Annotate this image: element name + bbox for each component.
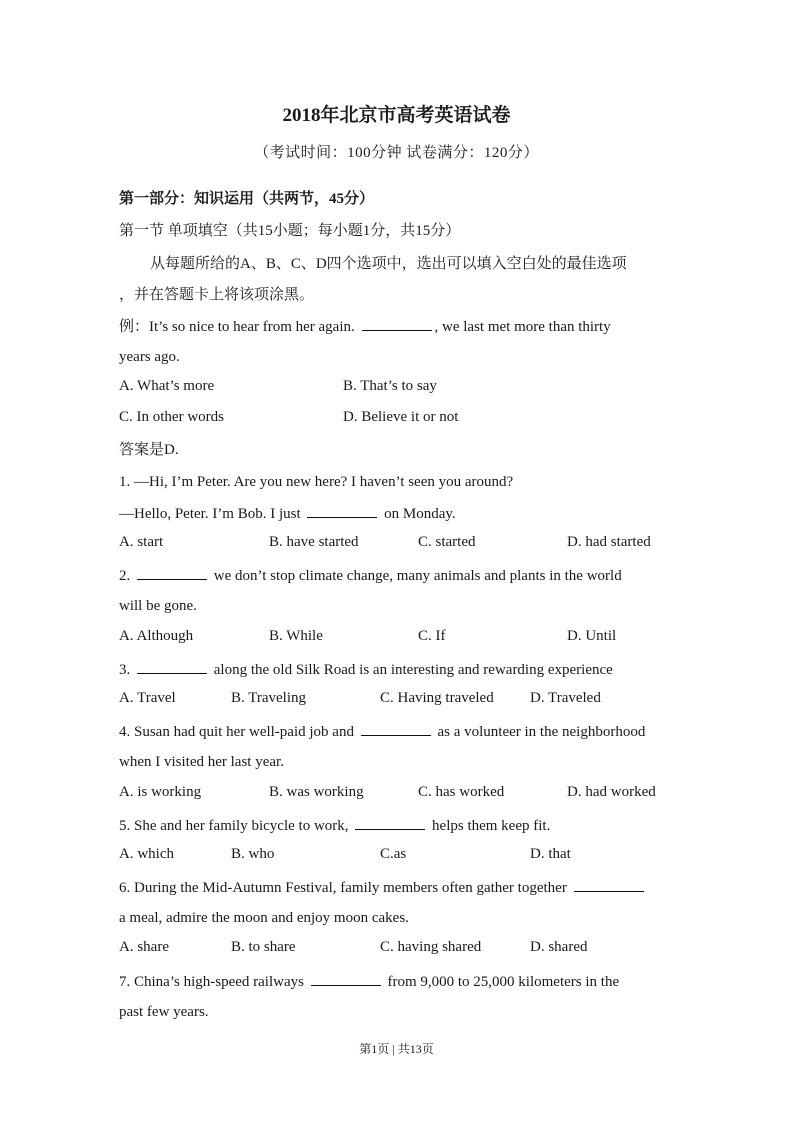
text: 7. China’s high-speed railways: [119, 974, 308, 990]
question-line: past few years.: [119, 1004, 209, 1020]
text: helps them keep fit.: [428, 818, 551, 834]
page-title: 2018年北京市高考英语试卷: [282, 105, 511, 126]
text: on Monday.: [380, 506, 456, 522]
option: C. If: [418, 628, 446, 644]
instructions-line: ，并在答题卡上将该项涂黑。: [119, 287, 315, 303]
question-line: [119, 659, 613, 680]
question-line: 1. —Hi, I’m Peter. Are you new here? I haven’t seen you around?: [119, 474, 514, 490]
example-answer: 答案是D.: [119, 442, 179, 458]
option: C. has worked: [418, 784, 505, 800]
answer-blank: [355, 815, 425, 830]
option: D. had started: [567, 534, 651, 550]
option: D. had worked: [567, 784, 656, 800]
exam-info: （考试时间：100分钟 试卷满分：120分）: [254, 145, 539, 161]
answer-blank: [137, 659, 207, 674]
section-heading: 第一节 单项填空（共15小题；每小题1分，共15分）: [119, 223, 461, 239]
text: , we last met more than thirty: [434, 319, 611, 335]
answer-blank: [574, 877, 644, 892]
part-heading: 第一部分：知识运用（共两节，45分）: [119, 191, 375, 207]
answer-blank: [311, 971, 381, 986]
text: from 9,000 to 25,000 kilometers in the: [383, 974, 620, 990]
text: —Hello, Peter. I’m Bob. I just: [119, 506, 305, 522]
option: B. Traveling: [231, 690, 307, 706]
option: B. have started: [269, 534, 359, 550]
question-line: [119, 503, 456, 524]
option: D. Believe it or not: [343, 409, 459, 425]
text: 3.: [119, 662, 134, 678]
option: A. is working: [119, 784, 202, 800]
example-line: years ago.: [119, 349, 180, 365]
option: A. which: [119, 846, 174, 862]
text: 6. During the Mid-Autumn Festival, family members often gather together: [119, 880, 571, 896]
text: 5. She and her family bicycle to work,: [119, 818, 353, 834]
question-line: [119, 877, 647, 898]
answer-blank: [362, 316, 432, 331]
option: A. Although: [119, 628, 194, 644]
answer-blank: [361, 721, 431, 736]
question-line: [119, 565, 622, 586]
text: along the old Silk Road is an interesting and rewarding experience: [210, 662, 613, 678]
option: B. was working: [269, 784, 364, 800]
option: A. What’s more: [119, 378, 215, 394]
question-line: a meal, admire the moon and enjoy moon cakes.: [119, 910, 409, 926]
option: B. to share: [231, 939, 296, 955]
option: A. Travel: [119, 690, 176, 706]
option: B. While: [269, 628, 323, 644]
option: A. share: [119, 939, 169, 955]
text: we don’t stop climate change, many animals and plants in the world: [210, 568, 622, 584]
option: D. that: [530, 846, 571, 862]
text: 2.: [119, 568, 134, 584]
option: D. Until: [567, 628, 617, 644]
option: D. shared: [530, 939, 588, 955]
option: B. who: [231, 846, 275, 862]
option: C. In other words: [119, 409, 224, 425]
question-line: [119, 721, 645, 742]
question-line: will be gone.: [119, 598, 197, 614]
option: C.as: [380, 846, 407, 862]
option: C. started: [418, 534, 476, 550]
option: B. That’s to say: [343, 378, 437, 394]
text: 例：It’s so nice to hear from her again.: [119, 319, 359, 335]
answer-blank: [307, 503, 377, 518]
option: A. start: [119, 534, 164, 550]
example-question: [119, 316, 611, 337]
question-line: [119, 971, 619, 992]
text: as a volunteer in the neighborhood: [433, 724, 646, 740]
option: C. having shared: [380, 939, 482, 955]
answer-blank: [137, 565, 207, 580]
option: D. Traveled: [530, 690, 601, 706]
question-line: when I visited her last year.: [119, 754, 284, 770]
option: C. Having traveled: [380, 690, 494, 706]
question-line: [119, 815, 550, 836]
page-number: 第1页 | 共13页: [359, 1042, 434, 1056]
text: 4. Susan had quit her well-paid job and: [119, 724, 358, 740]
instructions-line: 从每题所给的A、B、C、D四个选项中，选出可以填入空白处的最佳选项: [150, 256, 627, 272]
